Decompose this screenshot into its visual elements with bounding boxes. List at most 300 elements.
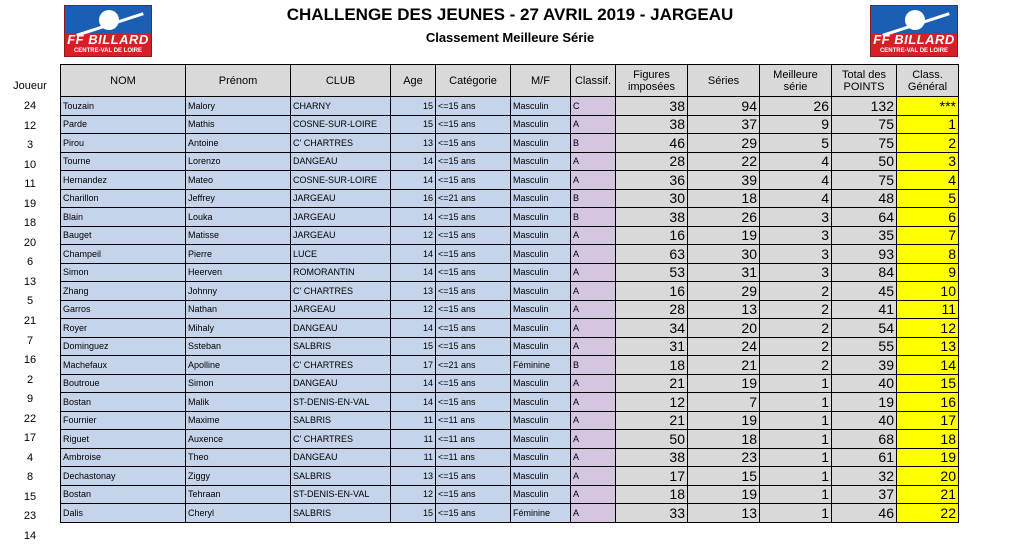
cell-nom: Hernandez xyxy=(61,171,186,190)
cell-age: 13 xyxy=(391,467,436,486)
cell-meilleure: 2 xyxy=(760,356,832,375)
table-row xyxy=(61,245,959,264)
joueur-number: 3 xyxy=(26,139,34,152)
cell-mf: Masculin xyxy=(511,485,571,504)
cell-prenom: Nathan xyxy=(186,300,291,319)
cell-mf: Féminine xyxy=(511,504,571,523)
cell-figures: 33 xyxy=(616,504,688,523)
table-row xyxy=(61,374,959,393)
cell-prenom: Apolline xyxy=(186,356,291,375)
cell-nom: Touzain xyxy=(61,97,186,116)
cell-figures: 46 xyxy=(616,134,688,153)
cell-nom: Charillon xyxy=(61,189,186,208)
cell-meilleure: 1 xyxy=(760,485,832,504)
col-header-series: Séries xyxy=(688,65,760,97)
joueur-number: 10 xyxy=(23,158,37,171)
cell-nom: Dalis xyxy=(61,504,186,523)
cell-mf: Masculin xyxy=(511,374,571,393)
col-header-age: Age xyxy=(391,65,436,97)
cell-club: DANGEAU xyxy=(291,374,391,393)
cell-categorie: <=15 ans xyxy=(436,282,511,301)
cell-age: 12 xyxy=(391,226,436,245)
cell-categorie: <=15 ans xyxy=(436,134,511,153)
cell-total: 132 xyxy=(832,97,897,116)
cell-general: 11 xyxy=(897,300,959,319)
cell-club: DANGEAU xyxy=(291,448,391,467)
cell-series: 22 xyxy=(688,152,760,171)
cell-series: 19 xyxy=(688,226,760,245)
table-body xyxy=(61,97,959,523)
cell-age: 15 xyxy=(391,115,436,134)
ranking-table xyxy=(60,64,959,523)
table-row xyxy=(61,485,959,504)
col-header-club: CLUB xyxy=(291,65,391,97)
cell-nom: Tourne xyxy=(61,152,186,171)
table-row xyxy=(61,467,959,486)
cell-meilleure: 5 xyxy=(760,134,832,153)
cell-meilleure: 1 xyxy=(760,411,832,430)
cell-categorie: <=15 ans xyxy=(436,504,511,523)
cell-classif: A xyxy=(571,430,616,449)
cell-total: 45 xyxy=(832,282,897,301)
cell-club: SALBRIS xyxy=(291,337,391,356)
cell-meilleure: 2 xyxy=(760,282,832,301)
cell-general: 18 xyxy=(897,430,959,449)
cell-mf: Masculin xyxy=(511,411,571,430)
cell-prenom: Heerven xyxy=(186,263,291,282)
cell-classif: B xyxy=(571,208,616,227)
cell-series: 13 xyxy=(688,300,760,319)
cell-general: 13 xyxy=(897,337,959,356)
cell-classif: C xyxy=(571,97,616,116)
cell-classif: B xyxy=(571,356,616,375)
cell-age: 17 xyxy=(391,356,436,375)
cell-age: 12 xyxy=(391,485,436,504)
cell-mf: Masculin xyxy=(511,97,571,116)
cell-series: 29 xyxy=(688,282,760,301)
joueur-number: 17 xyxy=(23,432,37,445)
cell-series: 18 xyxy=(688,430,760,449)
cell-total: 50 xyxy=(832,152,897,171)
cell-series: 21 xyxy=(688,356,760,375)
cell-figures: 30 xyxy=(616,189,688,208)
cell-age: 15 xyxy=(391,97,436,116)
cell-age: 14 xyxy=(391,319,436,338)
table-row xyxy=(61,263,959,282)
cell-nom: Bostan xyxy=(61,393,186,412)
cell-prenom: Antoine xyxy=(186,134,291,153)
table-row xyxy=(61,448,959,467)
cell-total: 19 xyxy=(832,393,897,412)
cell-total: 64 xyxy=(832,208,897,227)
cell-classif: A xyxy=(571,245,616,264)
cell-categorie: <=15 ans xyxy=(436,97,511,116)
col-header-total: Total des POINTS xyxy=(832,65,897,97)
cell-meilleure: 2 xyxy=(760,300,832,319)
cell-meilleure: 2 xyxy=(760,337,832,356)
cell-age: 14 xyxy=(391,263,436,282)
table-row xyxy=(61,208,959,227)
cell-total: 68 xyxy=(832,430,897,449)
cell-series: 19 xyxy=(688,411,760,430)
joueur-number: 16 xyxy=(23,354,37,367)
joueur-number: 9 xyxy=(26,393,34,406)
cell-prenom: Mihaly xyxy=(186,319,291,338)
logo-brand-text: FF BILLARD xyxy=(873,32,955,47)
cell-nom: Zhang xyxy=(61,282,186,301)
cell-total: 40 xyxy=(832,374,897,393)
cell-categorie: <=15 ans xyxy=(436,171,511,190)
cell-club: JARGEAU xyxy=(291,189,391,208)
joueur-number: 11 xyxy=(24,178,36,191)
cell-classif: A xyxy=(571,467,616,486)
cell-meilleure: 1 xyxy=(760,467,832,486)
cell-prenom: Ziggy xyxy=(186,467,291,486)
cell-general: 15 xyxy=(897,374,959,393)
cell-prenom: Maxime xyxy=(186,411,291,430)
joueur-number: 5 xyxy=(26,295,34,308)
cell-categorie: <=11 ans xyxy=(436,430,511,449)
joueur-number: 19 xyxy=(23,197,37,210)
cell-series: 26 xyxy=(688,208,760,227)
cell-mf: Masculin xyxy=(511,263,571,282)
table-row xyxy=(61,134,959,153)
joueur-number: 21 xyxy=(23,315,37,328)
cell-categorie: <=21 ans xyxy=(436,356,511,375)
cell-nom: Ambroise xyxy=(61,448,186,467)
joueur-column xyxy=(8,97,52,547)
cell-series: 13 xyxy=(688,504,760,523)
cell-club: SALBRIS xyxy=(291,411,391,430)
cell-nom: Simon xyxy=(61,263,186,282)
cell-meilleure: 1 xyxy=(760,504,832,523)
cell-prenom: Tehraan xyxy=(186,485,291,504)
cell-classif: A xyxy=(571,319,616,338)
cell-total: 55 xyxy=(832,337,897,356)
cell-classif: A xyxy=(571,300,616,319)
cell-figures: 21 xyxy=(616,374,688,393)
cell-nom: Riguet xyxy=(61,430,186,449)
cell-series: 24 xyxy=(688,337,760,356)
cell-classif: A xyxy=(571,411,616,430)
cell-mf: Masculin xyxy=(511,208,571,227)
cell-nom: Blain xyxy=(61,208,186,227)
cell-general: 7 xyxy=(897,226,959,245)
cell-classif: A xyxy=(571,337,616,356)
cell-mf: Masculin xyxy=(511,467,571,486)
cell-total: 48 xyxy=(832,189,897,208)
col-header-prenom: Prénom xyxy=(186,65,291,97)
joueur-column-header: Joueur xyxy=(13,80,47,92)
cell-classif: A xyxy=(571,282,616,301)
cell-age: 14 xyxy=(391,374,436,393)
cell-categorie: <=15 ans xyxy=(436,467,511,486)
joueur-number: 22 xyxy=(23,412,37,425)
cell-prenom: Mateo xyxy=(186,171,291,190)
cell-series: 7 xyxy=(688,393,760,412)
cell-total: 93 xyxy=(832,245,897,264)
cell-series: 19 xyxy=(688,485,760,504)
cell-nom: Bauget xyxy=(61,226,186,245)
cell-nom: Garros xyxy=(61,300,186,319)
cell-prenom: Louka xyxy=(186,208,291,227)
cell-age: 16 xyxy=(391,189,436,208)
cell-age: 11 xyxy=(391,411,436,430)
cell-club: DANGEAU xyxy=(291,319,391,338)
col-header-mf: M/F xyxy=(511,65,571,97)
cell-meilleure: 1 xyxy=(760,374,832,393)
cell-nom: Champeil xyxy=(61,245,186,264)
cell-figures: 63 xyxy=(616,245,688,264)
cell-categorie: <=15 ans xyxy=(436,208,511,227)
cell-series: 37 xyxy=(688,115,760,134)
cell-mf: Masculin xyxy=(511,319,571,338)
joueur-number: 6 xyxy=(26,256,34,269)
cell-age: 14 xyxy=(391,208,436,227)
cell-club: C' CHARTRES xyxy=(291,134,391,153)
table-row xyxy=(61,171,959,190)
cell-general: *** xyxy=(897,97,959,116)
cell-classif: A xyxy=(571,226,616,245)
cell-figures: 38 xyxy=(616,448,688,467)
cell-categorie: <=15 ans xyxy=(436,115,511,134)
cell-meilleure: 1 xyxy=(760,448,832,467)
cell-figures: 28 xyxy=(616,152,688,171)
cell-categorie: <=15 ans xyxy=(436,374,511,393)
cell-general: 3 xyxy=(897,152,959,171)
cell-figures: 18 xyxy=(616,356,688,375)
cell-categorie: <=11 ans xyxy=(436,448,511,467)
cell-general: 16 xyxy=(897,393,959,412)
cell-meilleure: 4 xyxy=(760,171,832,190)
cell-nom: Dechastonay xyxy=(61,467,186,486)
ff-billard-logo-right xyxy=(870,5,958,57)
cell-club: C' CHARTRES xyxy=(291,356,391,375)
cell-mf: Masculin xyxy=(511,393,571,412)
cell-total: 61 xyxy=(832,448,897,467)
cell-club: JARGEAU xyxy=(291,208,391,227)
cell-age: 12 xyxy=(391,300,436,319)
joueur-number: 14 xyxy=(23,530,37,543)
cell-prenom: Lorenzo xyxy=(186,152,291,171)
cell-mf: Masculin xyxy=(511,152,571,171)
cell-total: 40 xyxy=(832,411,897,430)
cell-prenom: Cheryl xyxy=(186,504,291,523)
cell-general: 10 xyxy=(897,282,959,301)
cell-club: ROMORANTIN xyxy=(291,263,391,282)
joueur-number: 8 xyxy=(26,471,34,484)
cell-classif: B xyxy=(571,189,616,208)
cell-club: JARGEAU xyxy=(291,300,391,319)
cell-club: SALBRIS xyxy=(291,504,391,523)
cell-mf: Masculin xyxy=(511,115,571,134)
logo-brand-text: FF BILLARD xyxy=(67,32,149,47)
table-row xyxy=(61,411,959,430)
cell-prenom: Matisse xyxy=(186,226,291,245)
cell-figures: 50 xyxy=(616,430,688,449)
table-header-row xyxy=(61,65,959,97)
cell-meilleure: 1 xyxy=(760,393,832,412)
cell-classif: A xyxy=(571,485,616,504)
col-header-categorie: Catégorie xyxy=(436,65,511,97)
table-row xyxy=(61,189,959,208)
cell-series: 30 xyxy=(688,245,760,264)
cell-classif: B xyxy=(571,134,616,153)
page-title: CHALLENGE DES JEUNES - 27 AVRIL 2019 - JARGEAU xyxy=(286,5,734,24)
cell-total: 75 xyxy=(832,171,897,190)
cell-total: 84 xyxy=(832,263,897,282)
cell-prenom: Theo xyxy=(186,448,291,467)
cell-categorie: <=21 ans xyxy=(436,189,511,208)
cell-categorie: <=15 ans xyxy=(436,245,511,264)
table-row xyxy=(61,226,959,245)
table-row xyxy=(61,337,959,356)
cell-categorie: <=15 ans xyxy=(436,300,511,319)
joueur-number: 13 xyxy=(23,275,37,288)
cell-meilleure: 3 xyxy=(760,226,832,245)
cell-figures: 16 xyxy=(616,226,688,245)
cell-categorie: <=15 ans xyxy=(436,485,511,504)
col-header-classif: Classif. xyxy=(571,65,616,97)
cell-figures: 34 xyxy=(616,319,688,338)
cell-general: 1 xyxy=(897,115,959,134)
cell-general: 9 xyxy=(897,263,959,282)
cell-club: COSNE-SUR-LOIRE xyxy=(291,171,391,190)
cell-figures: 18 xyxy=(616,485,688,504)
cell-prenom: Malory xyxy=(186,97,291,116)
logo-region-text: CENTRE-VAL DE LOIRE xyxy=(879,48,949,54)
joueur-number: 12 xyxy=(23,119,37,132)
table-row xyxy=(61,97,959,116)
cell-prenom: Malik xyxy=(186,393,291,412)
cell-mf: Masculin xyxy=(511,300,571,319)
cell-age: 11 xyxy=(391,448,436,467)
cell-meilleure: 4 xyxy=(760,189,832,208)
ff-billard-logo-left xyxy=(64,5,152,57)
col-header-meilleure: Meilleure série xyxy=(760,65,832,97)
cell-mf: Masculin xyxy=(511,430,571,449)
table-row xyxy=(61,300,959,319)
cell-general: 20 xyxy=(897,467,959,486)
cell-nom: Machefaux xyxy=(61,356,186,375)
cell-mf: Masculin xyxy=(511,134,571,153)
cell-nom: Boutroue xyxy=(61,374,186,393)
cell-age: 15 xyxy=(391,504,436,523)
cell-nom: Parde xyxy=(61,115,186,134)
cell-prenom: Simon xyxy=(186,374,291,393)
cell-club: JARGEAU xyxy=(291,226,391,245)
cell-nom: Bostan xyxy=(61,485,186,504)
cell-mf: Masculin xyxy=(511,337,571,356)
cell-series: 29 xyxy=(688,134,760,153)
cell-age: 11 xyxy=(391,430,436,449)
cell-age: 13 xyxy=(391,134,436,153)
table-row xyxy=(61,319,959,338)
cell-total: 75 xyxy=(832,134,897,153)
table-row xyxy=(61,356,959,375)
logo-region-text: CENTRE-VAL DE LOIRE xyxy=(73,48,143,54)
joueur-number: 23 xyxy=(23,510,37,523)
cell-figures: 53 xyxy=(616,263,688,282)
joueur-number: 4 xyxy=(26,451,34,464)
table-row xyxy=(61,115,959,134)
cell-prenom: Auxence xyxy=(186,430,291,449)
cell-categorie: <=11 ans xyxy=(436,411,511,430)
table-row xyxy=(61,282,959,301)
col-header-nom: NOM xyxy=(61,65,186,97)
cell-club: SALBRIS xyxy=(291,467,391,486)
cell-club: ST-DENIS-EN-VAL xyxy=(291,393,391,412)
cell-categorie: <=15 ans xyxy=(436,319,511,338)
cell-figures: 31 xyxy=(616,337,688,356)
cell-total: 37 xyxy=(832,485,897,504)
cell-nom: Pirou xyxy=(61,134,186,153)
joueur-number: 7 xyxy=(26,334,34,347)
cell-mf: Féminine xyxy=(511,356,571,375)
cell-meilleure: 3 xyxy=(760,208,832,227)
cell-age: 14 xyxy=(391,152,436,171)
col-header-general: Class. Général xyxy=(897,65,959,97)
cell-categorie: <=15 ans xyxy=(436,263,511,282)
cell-club: LUCE xyxy=(291,245,391,264)
joueur-number: 18 xyxy=(23,217,37,230)
cell-nom: Royer xyxy=(61,319,186,338)
joueur-number: 20 xyxy=(23,236,37,249)
cell-club: COSNE-SUR-LOIRE xyxy=(291,115,391,134)
cell-series: 31 xyxy=(688,263,760,282)
table-row xyxy=(61,504,959,523)
cell-series: 94 xyxy=(688,97,760,116)
cell-general: 5 xyxy=(897,189,959,208)
cell-classif: A xyxy=(571,448,616,467)
cell-meilleure: 4 xyxy=(760,152,832,171)
cell-club: DANGEAU xyxy=(291,152,391,171)
cell-classif: A xyxy=(571,171,616,190)
cell-figures: 38 xyxy=(616,208,688,227)
cell-mf: Masculin xyxy=(511,448,571,467)
cell-club: C' CHARTRES xyxy=(291,430,391,449)
cell-meilleure: 9 xyxy=(760,115,832,134)
cell-classif: A xyxy=(571,504,616,523)
joueur-number: 24 xyxy=(23,100,37,112)
cell-mf: Masculin xyxy=(511,189,571,208)
cell-series: 18 xyxy=(688,189,760,208)
cell-age: 14 xyxy=(391,245,436,264)
joueur-number: 2 xyxy=(26,373,34,386)
col-header-figures: Figures imposées xyxy=(616,65,688,97)
cell-age: 15 xyxy=(391,337,436,356)
cell-general: 2 xyxy=(897,134,959,153)
cell-prenom: Johnny xyxy=(186,282,291,301)
cell-series: 19 xyxy=(688,374,760,393)
cell-series: 20 xyxy=(688,319,760,338)
cell-total: 32 xyxy=(832,467,897,486)
cell-total: 75 xyxy=(832,115,897,134)
cell-prenom: Pierre xyxy=(186,245,291,264)
cell-categorie: <=15 ans xyxy=(436,226,511,245)
cell-club: C' CHARTRES xyxy=(291,282,391,301)
cell-total: 41 xyxy=(832,300,897,319)
joueur-number: 15 xyxy=(23,490,37,503)
cell-total: 54 xyxy=(832,319,897,338)
cell-figures: 21 xyxy=(616,411,688,430)
cell-total: 35 xyxy=(832,226,897,245)
cell-series: 39 xyxy=(688,171,760,190)
table-row xyxy=(61,393,959,412)
cell-total: 46 xyxy=(832,504,897,523)
cell-figures: 38 xyxy=(616,115,688,134)
cell-club: CHARNY xyxy=(291,97,391,116)
